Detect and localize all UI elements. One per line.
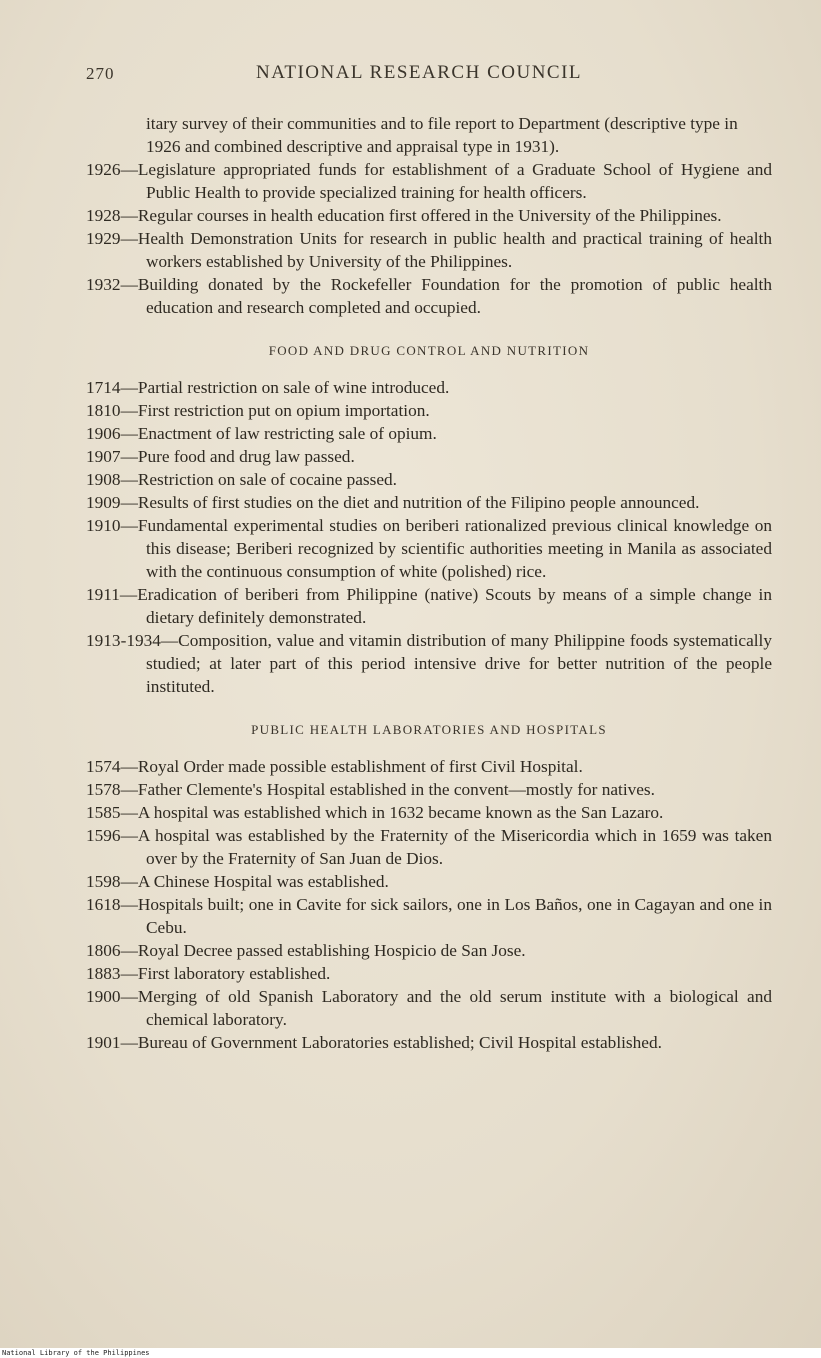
section-heading: FOOD AND DRUG CONTROL AND NUTRITION — [268, 343, 590, 358]
entry-year: 1585 — [86, 803, 121, 822]
entry-year: 1929 — [86, 229, 121, 248]
chronology-entry: 1907—Pure food and drug law passed. — [86, 447, 355, 466]
entry-text: Royal Decree passed establishing Hospicio de San Jose. — [137, 941, 526, 960]
chronology-entry: 1810—First restriction put on opium importation. — [86, 401, 430, 420]
section-laboratories-hospitals — [86, 718, 772, 1054]
entry-year: 1806 — [86, 941, 121, 960]
entry-text: A hospital was established by the Fraternity of the Misericordia which in 1659 was taken over by the Fraternity of San Juan de Dios. — [137, 826, 772, 868]
entry-year: 1578 — [86, 780, 121, 799]
chronology-entry: 1806—Royal Decree passed establishing Hospicio de San Jose. — [86, 941, 526, 960]
entry-text: First restriction put on opium importation. — [137, 401, 430, 420]
entry-text: Restriction on sale of cocaine passed. — [137, 470, 397, 489]
entry-year: 1928 — [86, 206, 121, 225]
chronology-entry: 1926—Legislature appropriated funds for establishment of a Graduate School of Hygiene and Public Health to provide specialized training for health officers. — [86, 160, 772, 202]
entry-text: Building donated by the Rockefeller Foundation for the promotion of public health education and research completed and occupied. — [137, 275, 772, 317]
page-number: 270 — [86, 64, 115, 83]
entry-text: Fundamental experimental studies on beriberi rationalized previous clinical knowledge on this disease; Beriberi recognized by scientific authorities meeting in Manila as associated with the continuous consumption of white (polished) rice. — [137, 516, 772, 581]
library-credit: National Library of the Philippines — [2, 1349, 150, 1357]
entry-text: Legislature appropriated funds for establishment of a Graduate School of Hygiene and Public Health to provide specialized training for health officers. — [137, 160, 772, 202]
chronology-entry: 1578—Father Clemente's Hospital established in the convent—mostly for natives. — [86, 780, 655, 799]
entry-text: Father Clemente's Hospital established in the convent—mostly for natives. — [137, 780, 655, 799]
entry-year: 1906 — [86, 424, 121, 443]
entry-year: 1618 — [86, 895, 121, 914]
entry-year: 1598 — [86, 872, 121, 891]
entry-year: 1901 — [86, 1033, 121, 1052]
chronology-entry: 1585—A hospital was established which in 1632 became known as the San Lazaro. — [86, 803, 664, 822]
entry-year: 1909 — [86, 493, 121, 512]
entry-year: 1714 — [86, 378, 121, 397]
entry-text: Eradication of beriberi from Philippine (native) Scouts by means of a simple change in dietary definitely demonstrated. — [137, 585, 772, 627]
chronology-entry: 1574—Royal Order made possible establishment of first Civil Hospital. — [86, 757, 583, 776]
chronology-entry: 1900—Merging of old Spanish Laboratory and the old serum institute with a biological and chemical laboratory. — [86, 987, 772, 1029]
page-content — [86, 112, 772, 1054]
chronology-entry: 1901—Bureau of Government Laboratories established; Civil Hospital established. — [86, 1033, 662, 1052]
chronology-entry: 1908—Restriction on sale of cocaine passed. — [86, 470, 397, 489]
entry-year: 1911 — [86, 585, 120, 604]
entry-text: Pure food and drug law passed. — [137, 447, 355, 466]
chronology-entry: 1928—Regular courses in health education first offered in the University of the Philippines. — [86, 206, 722, 225]
entry-year: 1574 — [86, 757, 121, 776]
page-header — [86, 60, 776, 88]
chronology-entry: 1598—A Chinese Hospital was established. — [86, 872, 389, 891]
entry-text: Health Demonstration Units for research in public health and practical training of health workers established by University of the Philippines. — [137, 229, 772, 271]
entry-text: Regular courses in health education first offered in the University of the Philippines. — [137, 206, 722, 225]
entry-text: Enactment of law restricting sale of opium. — [137, 424, 437, 443]
chronology-entry: 1909—Results of first studies on the diet and nutrition of the Filipino people announced. — [86, 493, 700, 512]
entry-text: Results of first studies on the diet and nutrition of the Filipino people announced. — [137, 493, 700, 512]
entry-text: Composition, value and vitamin distribution of many Philippine foods systematically studied; at later part of this period intensive drive for better nutrition of the people instituted. — [146, 631, 772, 696]
entry-year: 1913-1934 — [86, 631, 161, 650]
entry-text: Royal Order made possible establishment of first Civil Hospital. — [137, 757, 583, 776]
entry-year: 1926 — [86, 160, 121, 179]
chronology-entry: 1929—Health Demonstration Units for research in public health and practical training of health workers established by University of the Philippines. — [86, 229, 772, 271]
entry-text: A hospital was established which in 1632 became known as the San Lazaro. — [137, 803, 664, 822]
continuation-paragraph: itary survey of their communities and to file report to Department (descriptive type in 1926 and combined descriptive and appraisal type in 1931). — [146, 114, 738, 156]
chronology-entry: 1618—Hospitals built; one in Cavite for sick sailors, one in Los Baños, one in Cagayan and one in Cebu. — [86, 895, 772, 937]
entry-year: 1900 — [86, 987, 121, 1006]
entry-text: Hospitals built; one in Cavite for sick sailors, one in Los Baños, one in Cagayan and one in Cebu. — [137, 895, 772, 937]
entry-text: Partial restriction on sale of wine introduced. — [137, 378, 450, 397]
entry-year: 1810 — [86, 401, 121, 420]
chronology-entry: 1910—Fundamental experimental studies on beriberi rationalized previous clinical knowledge on this disease; Beriberi recognized by scientific authorities meeting in Manila as associated with the continuous consumption of white (polished) rice. — [86, 516, 772, 581]
chronology-entry: 1714—Partial restriction on sale of wine introduced. — [86, 378, 450, 397]
entry-year: 1883 — [86, 964, 121, 983]
chronology-entry: 1913-1934—Composition, value and vitamin distribution of many Philippine foods systematically studied; at later part of this period intensive drive for better nutrition of the people instituted. — [86, 631, 772, 696]
entry-text: A Chinese Hospital was established. — [137, 872, 389, 891]
chronology-entry: 1906—Enactment of law restricting sale of opium. — [86, 424, 437, 443]
entry-year: 1908 — [86, 470, 121, 489]
entry-year: 1932 — [86, 275, 121, 294]
entry-year: 1910 — [86, 516, 121, 535]
entry-text: Bureau of Government Laboratories established; Civil Hospital established. — [137, 1033, 662, 1052]
intro-entries — [86, 158, 772, 319]
entry-text: First laboratory established. — [137, 964, 331, 983]
running-head: NATIONAL RESEARCH COUNCIL — [256, 62, 583, 83]
chronology-entry: 1932—Building donated by the Rockefeller Foundation for the promotion of public health education and research completed and occupied. — [86, 275, 772, 317]
entry-text: Merging of old Spanish Laboratory and the old serum institute with a biological and chemical laboratory. — [137, 987, 772, 1029]
section-heading: PUBLIC HEALTH LABORATORIES AND HOSPITALS — [251, 722, 607, 737]
entry-year: 1907 — [86, 447, 121, 466]
entry-year: 1596 — [86, 826, 121, 845]
section-food-drug — [86, 339, 772, 698]
chronology-entry: 1596—A hospital was established by the Fraternity of the Misericordia which in 1659 was taken over by the Fraternity of San Juan de Dios. — [86, 826, 772, 868]
chronology-entry: 1883—First laboratory established. — [86, 964, 331, 983]
chronology-entry: 1911—Eradication of beriberi from Philippine (native) Scouts by means of a simple change in dietary definitely demonstrated. — [86, 585, 772, 627]
